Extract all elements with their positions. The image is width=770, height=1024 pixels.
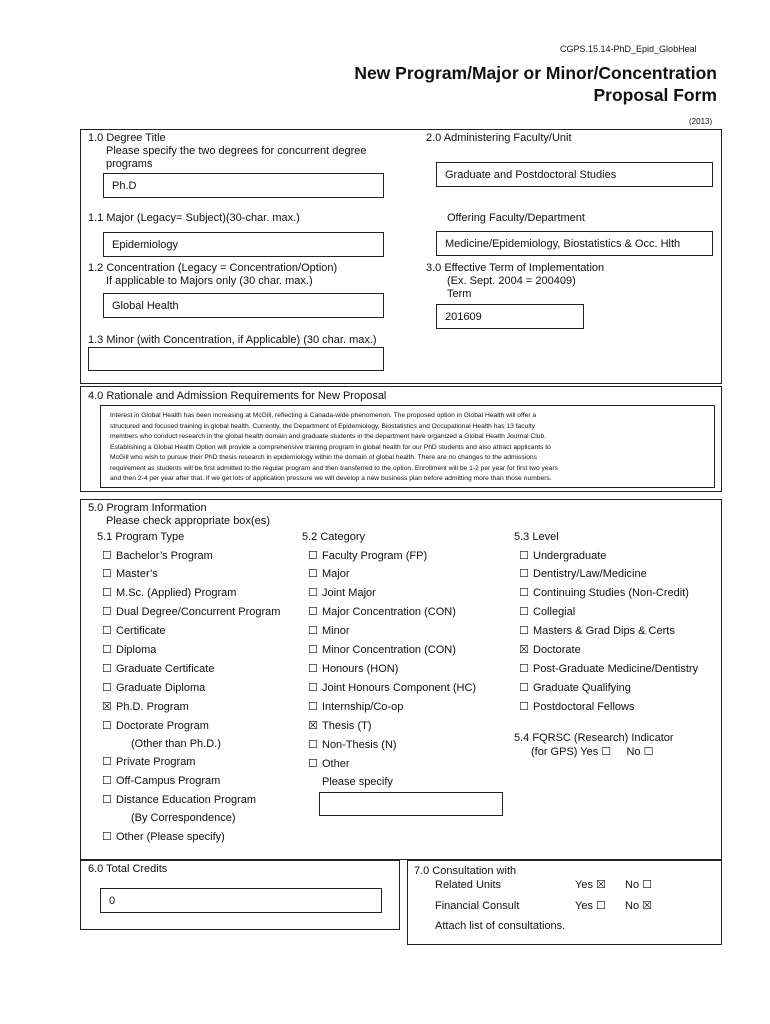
checkbox-icon[interactable]: ☐ — [519, 568, 529, 580]
checkbox-icon[interactable]: ☐ — [519, 663, 529, 675]
checkbox-icon[interactable]: ☐ — [102, 625, 112, 637]
form-title-line2: Proposal Form — [593, 85, 717, 105]
rationale-line: members who conduct research in the global health domain and graduate students in the department have organized a Global Health Journal Club. — [110, 433, 547, 440]
checkbox-icon[interactable]: ☐ — [308, 568, 318, 580]
category-option[interactable] — [308, 757, 350, 770]
level-option-label: Dentistry/Law/Medicine — [533, 568, 647, 580]
program-type-option-label: (By Correspondence) — [131, 812, 236, 824]
level-option[interactable] — [519, 549, 606, 562]
category-specify-label: Please specify — [322, 776, 393, 788]
checkbox-icon[interactable]: ☐ — [102, 663, 112, 675]
effective-term-term: Term — [447, 288, 472, 300]
level-option[interactable] — [519, 567, 647, 580]
program-type-option-label: Master’s — [116, 568, 158, 580]
category-option-label: Major Concentration (CON) — [322, 606, 456, 618]
checkbox-icon[interactable]: ☐ — [308, 682, 318, 694]
program-type-option-label: Private Program — [116, 756, 196, 768]
admin-faculty-label: 2.0 Administering Faculty/Unit — [426, 132, 572, 144]
category-option-label: Thesis (T) — [322, 720, 372, 732]
offering-faculty-label: Offering Faculty/Department — [447, 212, 585, 224]
level-option[interactable] — [519, 624, 675, 637]
total-credits-field[interactable]: 0 — [100, 888, 382, 913]
category-option-label: Other — [322, 758, 350, 770]
checkbox-icon[interactable]: ☐ — [102, 644, 112, 656]
checkbox-icon[interactable]: ☐ — [102, 587, 112, 599]
checkbox-icon[interactable]: ☐ — [308, 739, 318, 751]
program-type-option-label: Doctorate Program — [116, 720, 209, 732]
checkbox-icon[interactable]: ☐ — [102, 775, 112, 787]
program-type-label: 5.1 Program Type — [97, 531, 185, 543]
effective-term-label — [426, 262, 604, 301]
program-type-option-label: Distance Education Program — [116, 794, 257, 806]
degree-title-hint: Please specify the two degrees for concurrent degree — [106, 145, 367, 157]
category-option[interactable] — [308, 719, 372, 732]
program-type-option[interactable] — [102, 719, 209, 732]
category-option[interactable] — [308, 643, 456, 656]
concentration-heading: 1.2 Concentration (Legacy = Concentration/Option) — [88, 262, 338, 274]
program-type-option-label: Other (Please specify) — [116, 831, 225, 843]
program-type-option-label: Dual Degree/Concurrent Program — [116, 606, 281, 618]
consultation-label: 7.0 Consultation with — [414, 865, 517, 877]
checkbox-icon[interactable]: ☐ — [519, 550, 529, 562]
category-option[interactable] — [308, 586, 376, 599]
checkbox-icon[interactable]: ☐ — [102, 831, 112, 843]
document-code: CGPS.15.14-PhD_Epid_GlobHeal — [560, 44, 697, 54]
checkbox-icon[interactable]: ☐ — [308, 587, 318, 599]
form-year: (2013) — [689, 117, 713, 126]
level-option[interactable] — [519, 662, 698, 675]
financial-consult-label: Financial Consult — [435, 900, 520, 912]
program-type-option[interactable] — [102, 700, 189, 713]
checkbox-icon[interactable]: ☐ — [102, 682, 112, 694]
major-field[interactable]: Epidemiology — [103, 232, 384, 257]
checkbox-icon[interactable]: ☐ — [102, 720, 112, 732]
program-type-option-label: Diploma — [116, 644, 157, 656]
checkbox-icon[interactable]: ☐ — [519, 606, 529, 618]
program-type-option[interactable] — [102, 567, 158, 580]
program-type-option[interactable] — [102, 605, 280, 618]
rationale-line: requirement as students will be first admitted to the regular program and then transferred to the option. Enrollment will be 1-2 per year for first two years — [110, 464, 558, 472]
checkbox-icon[interactable]: ☐ — [102, 606, 112, 618]
checkbox-icon[interactable]: ☐ — [519, 701, 529, 713]
program-type-option[interactable] — [102, 624, 166, 637]
rationale-field[interactable] — [100, 405, 715, 488]
category-option-label: Internship/Co-op — [322, 701, 404, 713]
checkbox-icon[interactable]: ☐ — [102, 756, 112, 768]
category-option[interactable] — [308, 605, 456, 618]
category-option-label: Faculty Program (FP) — [322, 550, 428, 562]
concentration-field[interactable]: Global Health — [103, 293, 384, 318]
checkbox-icon[interactable]: ☐ — [308, 550, 318, 562]
rationale-line: Establishing a Global Health Option will provide a comprehensive training program in global health for our PhD students and also attract applicants to — [110, 443, 551, 451]
level-option-label: Post-Graduate Medicine/Dentistry — [533, 663, 699, 675]
category-option[interactable] — [308, 681, 476, 694]
fqrsc-label: 5.4 FQRSC (Research) Indicator — [514, 732, 674, 744]
form-title — [354, 62, 717, 106]
category-option-label: Major — [322, 568, 350, 580]
program-info-label — [88, 502, 270, 528]
program-type-option-label: Bachelor’s Program — [116, 550, 213, 562]
checkbox-icon[interactable]: ☐ — [102, 794, 112, 806]
program-type-option-label: Certificate — [116, 625, 166, 637]
rationale-line: McGill who wish to pursue their PhD thesis research in epidemiology within the domain of global health. There are no changes to the admissions — [110, 454, 537, 461]
offering-faculty-field[interactable]: Medicine/Epidemiology, Biostatistics & Occ. Hlth — [436, 231, 713, 256]
checkbox-icon[interactable]: ☐ — [308, 663, 318, 675]
program-type-option[interactable] — [102, 549, 213, 562]
admin-faculty-field[interactable]: Graduate and Postdoctoral Studies — [436, 162, 713, 187]
degree-title-heading: 1.0 Degree Title — [88, 132, 166, 144]
program-type-option-label: (Other than Ph.D.) — [131, 738, 221, 750]
checkbox-icon[interactable]: ☐ — [102, 568, 112, 580]
program-type-option-label: Graduate Diploma — [116, 682, 206, 694]
program-type-option[interactable] — [102, 830, 225, 843]
degree-title-hint-2: programs — [106, 158, 153, 170]
level-option[interactable] — [519, 586, 689, 599]
checkbox-icon[interactable]: ☒ — [519, 644, 529, 656]
financial-consult-yes[interactable]: Yes ☐ — [575, 900, 606, 912]
degree-title-label — [88, 132, 366, 171]
checkbox-icon[interactable]: ☐ — [308, 625, 318, 637]
rationale-line: Interest in Global Health has been increasing at McGill, reflecting a Canada-wide phenomenon. The proposed option in Global Health will offer a — [110, 412, 537, 419]
program-type-option[interactable] — [102, 793, 256, 806]
related-units-no[interactable]: No ☐ — [625, 879, 652, 891]
program-type-option-label: Off-Campus Program — [116, 775, 221, 787]
checkbox-icon[interactable]: ☐ — [308, 758, 318, 770]
category-option[interactable] — [308, 700, 403, 713]
program-type-option[interactable] — [102, 643, 156, 656]
level-option-label: Continuing Studies (Non-Credit) — [533, 587, 689, 599]
effective-term-field[interactable]: 201609 — [436, 304, 584, 329]
effective-term-hint: (Ex. Sept. 2004 = 200409) — [447, 275, 576, 287]
level-option-label: Undergraduate — [533, 550, 607, 562]
level-option-label: Doctorate — [533, 644, 581, 656]
category-specify-field[interactable] — [319, 792, 503, 816]
category-option-label: Honours (HON) — [322, 663, 399, 675]
category-option[interactable] — [308, 662, 398, 675]
program-type-option-label: Ph.D. Program — [116, 701, 189, 713]
category-label: 5.2 Category — [302, 531, 365, 543]
related-units-yes[interactable]: Yes ☒ — [575, 879, 606, 891]
minor-field[interactable] — [88, 347, 384, 371]
form-title-line1: New Program/Major or Minor/Concentration — [354, 63, 717, 83]
level-label: 5.3 Level — [514, 531, 559, 543]
program-type-option[interactable] — [102, 774, 220, 787]
major-label: 1.1 Major (Legacy= Subject)(30-char. max.) — [88, 212, 300, 224]
financial-consult-no[interactable]: No ☒ — [625, 900, 652, 912]
category-option[interactable] — [308, 549, 427, 562]
rationale-label: 4.0 Rationale and Admission Requirements for New Proposal — [88, 390, 387, 402]
category-option-label: Minor Concentration (CON) — [322, 644, 456, 656]
category-option[interactable] — [308, 567, 350, 580]
program-type-option-label: Graduate Certificate — [116, 663, 215, 675]
rationale-line: and then 2-4 per year after that. If we get lots of application pressure we will develop a new business plan before admitting more than those numbers. — [110, 475, 552, 482]
rationale-line: structured and focused training in global health. Currently, the Department of Epidemiology, Biostatistics and Occupational Health has 13 faculty — [110, 422, 536, 430]
category-option-label: Minor — [322, 625, 350, 637]
program-type-option-label: M.Sc. (Applied) Program — [116, 587, 237, 599]
level-option-label: Masters & Grad Dips & Certs — [533, 625, 675, 637]
degree-title-field[interactable]: Ph.D — [103, 173, 384, 198]
level-option-label: Postdoctoral Fellows — [533, 701, 635, 713]
checkbox-icon[interactable]: ☐ — [308, 701, 318, 713]
program-type-option[interactable] — [102, 755, 195, 768]
level-option-label: Collegial — [533, 606, 576, 618]
checkbox-icon[interactable]: ☐ — [308, 606, 318, 618]
effective-term-heading: 3.0 Effective Term of Implementation — [426, 262, 605, 274]
category-option-label: Joint Major — [322, 587, 376, 599]
program-type-option[interactable] — [102, 586, 236, 599]
level-option[interactable] — [519, 681, 631, 694]
checkbox-icon[interactable]: ☒ — [308, 720, 318, 732]
attach-consultations-note: Attach list of consultations. — [435, 920, 566, 932]
fqrsc-options[interactable]: (for GPS) Yes ☐ No ☐ — [531, 746, 654, 758]
program-type-option — [102, 738, 221, 750]
category-option[interactable] — [308, 624, 350, 637]
checkbox-icon[interactable]: ☐ — [102, 550, 112, 562]
program-type-option[interactable] — [102, 681, 205, 694]
category-option-label: Non-Thesis (N) — [322, 739, 397, 751]
category-option[interactable] — [308, 738, 397, 751]
level-option[interactable] — [519, 605, 575, 618]
program-info-hint: Please check appropriate box(es) — [106, 515, 270, 527]
level-option[interactable] — [519, 700, 635, 713]
checkbox-icon[interactable]: ☐ — [519, 587, 529, 599]
concentration-label — [88, 262, 337, 288]
total-credits-label: 6.0 Total Credits — [88, 863, 168, 875]
level-option-label: Graduate Qualifying — [533, 682, 631, 694]
program-type-option[interactable] — [102, 662, 214, 675]
checkbox-icon[interactable]: ☐ — [519, 625, 529, 637]
program-info-heading: 5.0 Program Information — [88, 502, 207, 514]
concentration-hint: If applicable to Majors only (30 char. max.) — [106, 275, 313, 287]
category-option-label: Joint Honours Component (HC) — [322, 682, 477, 694]
minor-label: 1.3 Minor (with Concentration, if Applicable) (30 char. max.) — [88, 334, 377, 346]
related-units-label: Related Units — [435, 879, 502, 891]
checkbox-icon[interactable]: ☒ — [102, 701, 112, 713]
checkbox-icon[interactable]: ☐ — [519, 682, 529, 694]
checkbox-icon[interactable]: ☐ — [308, 644, 318, 656]
program-type-option — [102, 812, 236, 824]
level-option[interactable] — [519, 643, 581, 656]
